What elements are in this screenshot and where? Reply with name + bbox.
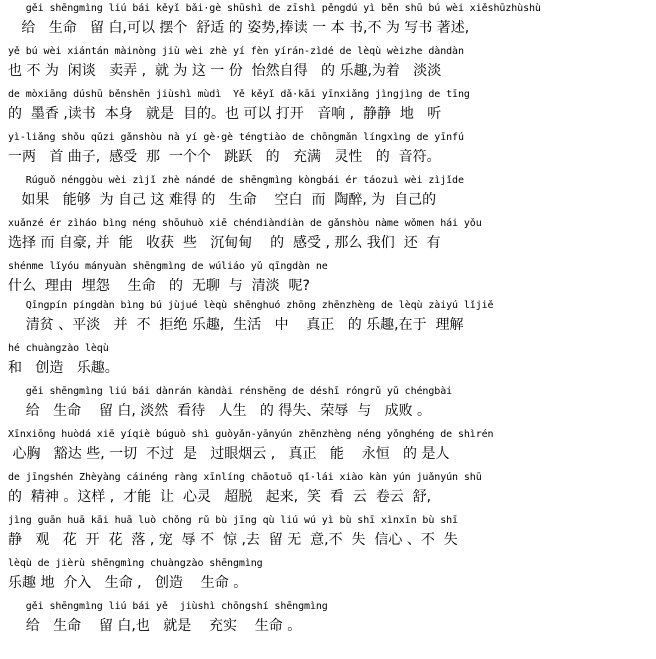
pinyin-row: hé chuàngzào lèqù <box>8 343 109 354</box>
text-line <box>0 300 656 338</box>
text-line <box>0 558 656 596</box>
text-line <box>0 132 656 170</box>
text-line <box>0 261 656 299</box>
pinyin-row: de mòxiāng dúshū běnshēn jiùshì mùdì Yě kěyǐ dǎ·kāi yīnxiǎng jìngjìng de tīng <box>8 89 470 100</box>
text-line <box>0 515 656 553</box>
pinyin-row: Qīngpín píngdàn bìng bú jùjué lèqù shēnghuó zhōng zhēnzhèng de lèqù zàiyú lǐjiě <box>8 300 494 311</box>
text-line <box>0 386 656 424</box>
hanzi-row: 的 精神 。这样 , 才能 让 心灵 超脱 起来, 笑 看 云 卷云 舒, <box>8 489 432 505</box>
text-line <box>0 343 656 381</box>
hanzi-row: 如果 能够 为 自己 这 难得 的 生命 空白 而 陶醉, 为 自己的 <box>8 192 437 208</box>
hanzi-row: 什么 理由 埋怨 生命 的 无聊 与 清淡 呢? <box>8 278 310 294</box>
hanzi-row: 清贫 、平淡 并 不 拒绝 乐趣, 生活 中 真正 的 乐趣,在于 理解 <box>8 317 464 333</box>
pinyin-row: Rúguǒ nénggòu wèi zìjǐ zhè nándé de shēngmìng kòngbái ér táozuì wèi zìjǐde <box>8 175 464 186</box>
hanzi-row: 给 生命 留 白,也 就是 充实 生命 。 <box>8 618 302 634</box>
pinyin-row: yì-liǎng shǒu qǔzi gǎnshòu nà yí gè·gè téngtiào de chōngmǎn língxìng de yīnfú <box>8 132 464 143</box>
text-line <box>0 472 656 510</box>
hanzi-row: 选择 而 自豪, 并 能 收获 些 沉甸甸 的 感受 , 那么 我们 还 有 <box>8 235 441 251</box>
hanzi-row: 和 创造 乐趣。 <box>8 360 119 376</box>
text-line <box>0 3 656 41</box>
text-line <box>0 175 656 213</box>
hanzi-row: 也 不 为 闲谈 卖弄 , 就 为 这 一 份 怡然自得 的 乐趣,为着 淡淡 <box>8 63 442 79</box>
text-line <box>0 429 656 467</box>
text-line <box>0 89 656 127</box>
pinyin-row: de jīngshén Zhèyàng cáinéng ràng xīnlíng chāotuō qǐ·lái xiào kàn yún juǎnyún shū <box>8 472 482 483</box>
hanzi-row: 心胸 豁达 些, 一切 不过 是 过眼烟云 , 真正 能 永恒 的 是人 <box>8 446 450 462</box>
text-line <box>0 601 656 639</box>
hanzi-row: 给 生命 留 白,可以 摆个 舒适 的 姿势,捧读 一 本 书,不 为 写书 著述, <box>8 20 470 36</box>
pinyin-row: yě bú wèi xiántán màinòng jiù wèi zhè yí fèn yírán-zìdé de lèqù wèizhe dàndàn <box>8 46 464 57</box>
pinyin-row: lèqù de jièrù shēngmìng chuàngzào shēngmìng <box>8 558 263 569</box>
hanzi-row: 乐趣 地 介入 生命 , 创造 生命 。 <box>8 575 248 591</box>
pinyin-row: Xīnxiōng huòdá xiē yíqiè búguò shì guòyǎn-yānyún zhēnzhèng néng yǒnghéng de shìrén <box>8 429 494 440</box>
pinyin-row: jìng guān huā kāi huā luò chǒng rǔ bù jīng qù liú wú yì bù shī xìnxīn bù shī <box>8 515 458 526</box>
pinyin-row: xuǎnzé ér zìháo bìng néng shōuhuò xiē chéndiàndiàn de gǎnshòu nàme wǒmen hái yǒu <box>8 218 482 229</box>
pinyin-row: gěi shēngmìng liú bái dànrán kàndài rénshēng de déshī róngrǔ yǔ chéngbài <box>8 386 453 397</box>
text-line <box>0 46 656 84</box>
hanzi-row: 的 墨香 ,读书 本身 就是 目的。也 可以 打开 音响 , 静静 地 听 <box>8 106 442 122</box>
pinyin-row: gěi shēngmìng liú bái yě jiùshì chōngshí shēngmìng <box>8 601 328 612</box>
hanzi-row: 给 生命 留 白, 淡然 看待 人生 的 得失、荣辱 与 成败 。 <box>8 403 432 419</box>
pinyin-row: shénme lǐyóu mányuàn shēngmìng de wúliáo yǔ qīngdàn ne <box>8 261 328 272</box>
hanzi-row: 一两 首 曲子, 感受 那 一个个 跳跃 的 充满 灵性 的 音符。 <box>8 149 441 165</box>
hanzi-row: 静 观 花 开 花 落 , 宠 辱 不 惊 ,去 留 无 意,不 失 信心 、不 失 <box>8 532 458 548</box>
text-line <box>0 218 656 256</box>
pinyin-row: gěi shēngmìng liú bái kěyǐ bǎi·gè shūshì de zīshì pěngdú yì běn shū bú wèi xiěshūzhùshù <box>8 3 541 14</box>
